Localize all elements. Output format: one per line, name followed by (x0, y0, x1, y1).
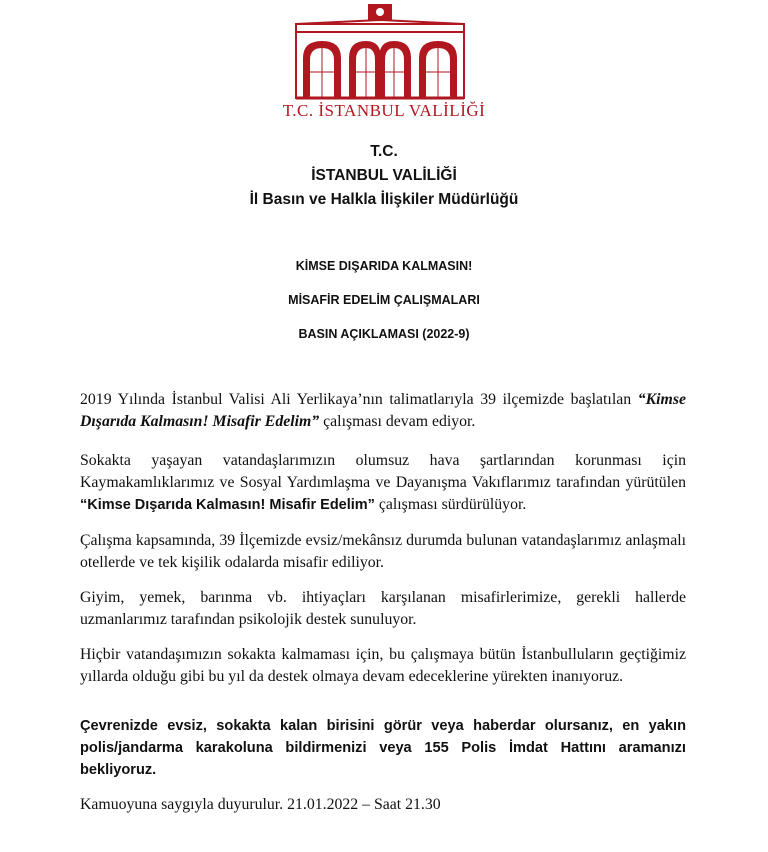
paragraph-1-end: çalışması devam ediyor. (319, 413, 476, 430)
paragraph-2-campaign-name: “Kimse Dışarıda Kalmasın! Misafir Edelim” (80, 497, 375, 513)
paragraph-4: Giyim, yemek, barınma vb. ihtiyaçları karşılanan misafirlerimize, gerekli hallerde uzmanlarımız tarafından psikolojik destek sunuluyor. (80, 589, 686, 628)
paragraph-1-campaign-name: “Kimse Dışarıda Kalmasın! Misafir Edelim” (80, 391, 686, 430)
paragraph-6-call-to-action: Çevrenizde evsiz, sokakta kalan birisini görür veya haberdar olursanız, en yakın polis/jandarma karakoluna bildirmenizi veya 155 Polis İmdat Hattını aramanızı bekliyoruz. (80, 718, 686, 778)
paragraph-1-intro: 2019 Yılında İstanbul Valisi Ali Yerlikaya’nın talimatlarıyla 39 ilçemizde başlatılan (80, 391, 638, 408)
paragraph-2-end: çalışması sürdürülüyor. (374, 496, 527, 513)
header-line-directorate: İl Basın ve Halkla İlişkiler Müdürlüğü (249, 191, 519, 208)
title-campaign: KİMSE DIŞARIDA KALMASIN! (295, 259, 473, 273)
title-press-release: BASIN AÇIKLAMASI (2022-9) (298, 327, 470, 341)
header-line-governorship: İSTANBUL VALİLİĞİ (311, 167, 457, 184)
title-activities: MİSAFİR EDELİM ÇALIŞMALARI (288, 293, 480, 307)
paragraph-3: Çalışma kapsamında, 39 İlçemizde evsiz/mekânsız durumda bulunan vatandaşlarımız anlaşmalı otellerde ve tek kişilik odalarda misafir ediliyor. (80, 532, 686, 571)
paragraph-5: Hiçbir vatandaşımızın sokakta kalmaması için, bu çalışmaya bütün İstanbulluların geçtiğimiz yıllarda olduğu gibi bu yıl da destek olmaya devam edeceklerine yürekten inanıyoruz. (80, 646, 686, 685)
logo-caption: T.C. İSTANBUL VALİLİĞİ (282, 101, 486, 120)
letterhead-logo (0, 0, 768, 128)
paragraph-2-intro: Sokakta yaşayan vatandaşlarımızın olumsuz hava şartlarından korunması için Kaymakamlıklarımız ve Sosyal Yardımlaşma ve Dayanışma Vakıflarımız tarafından yürütülen (80, 452, 686, 491)
press-release-titles (0, 256, 768, 358)
paragraph-2 (80, 450, 686, 516)
closing-line: Kamuoyuna saygıyla duyurulur. 21.01.2022 – Saat 21.30 (80, 796, 441, 813)
document-header (0, 140, 768, 212)
paragraph-1 (80, 389, 686, 433)
building-emblem-icon (292, 2, 468, 102)
header-line-tc: T.C. (370, 143, 398, 160)
